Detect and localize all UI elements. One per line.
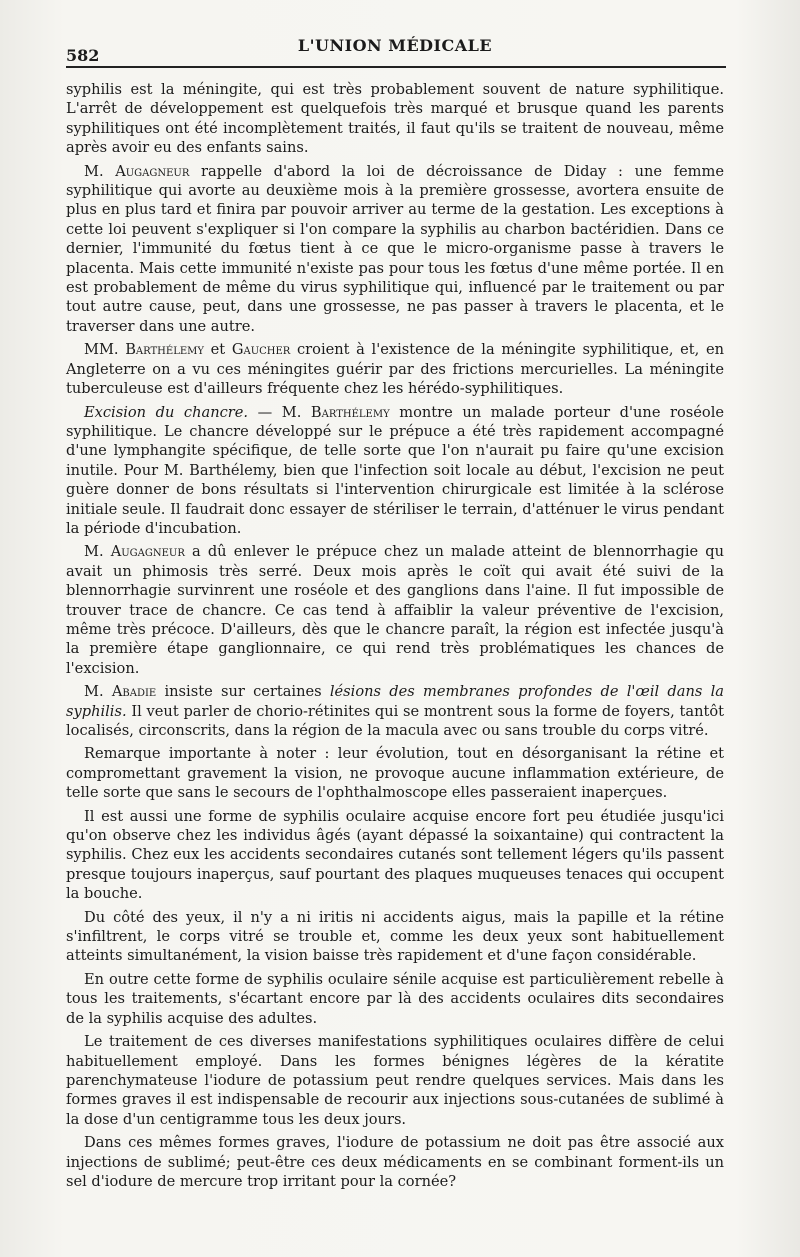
paragraph-8: Il est aussi une forme de syphilis oculaire acquise encore fort peu étudiée jusqu'ici qu'on observe chez les individus âgés (ayant dépassé la soixantaine) qui contractent la syphilis. Chez eux les accidents secondaires cutanés sont tellement légers qu'ils passent presque toujours inaperçus, sauf pourtant des plaques muqueuses tenaces qui occupent la bouche. bbox=[66, 807, 724, 903]
author-name: Barthélemy bbox=[125, 341, 204, 359]
author-name: Augagneur bbox=[115, 162, 190, 180]
paragraph-2: M. Augagneur rappelle d'abord la loi de décroissance de Diday : une femme syphilitique qui avorte au deuxième mois à la première grossesse, avortera ensuite de plus en plus tard et finira par pouvoir arriver au terme de la gestation. Les exceptions à cette loi peuvent s'expliquer si l'on compare la syphilis au charbon bactéridien. Dans ce dernier, l'immunité du fœtus tient à ce que le micro-organisme passe à travers le placenta. Mais cette immunité n'existe pas pour tous les fœtus d'une même portée. Il en est probablement de même du virus syphilitique qui, influencé par le traitement ou par tout autre cause, peut, dans une grossesse, ne pas passer à travers le placenta, et le traverser dans une autre. bbox=[66, 162, 724, 335]
paragraph-4: Excision du chancre. — M. Barthélemy montre un malade porteur d'une roséole syphilitique. Le chancre développé sur le prépuce a été très rapidement accompagné d'une lymphangite spécifique, de telle sorte que l'on n'aurait pu faire qu'une excision inutile. Pour M. Barthélemy, bien que l'infection soit locale au début, l'excision ne peut guère donner de bons résultats si l'intervention chirurgicale est limitée à la sclérose initiale seule. Il faudrait donc essayer de stériliser le terrain, d'atténuer le virus pendant la période d'incubation. bbox=[66, 403, 724, 537]
section-title: Excision du chancre. bbox=[84, 403, 249, 421]
page-number: 582 bbox=[66, 46, 100, 65]
paragraph-10: En outre cette forme de syphilis oculaire sénile acquise est particulièrement rebelle à tous les traitements, s'écartant encore par là des accidents oculaires dits secondaires de la syphilis acquise des adultes. bbox=[66, 970, 724, 1027]
author-name: Barthélemy bbox=[310, 403, 390, 421]
paragraph-7: Remarque importante à noter : leur évolution, tout en désorganisant la rétine et compromettant gravement la vision, ne provoque aucune inflammation extérieure, de telle sorte que sans le secours de l'ophthalmoscope elles passeraient inaperçues. bbox=[66, 745, 724, 802]
section-title: lésions des membranes profondes de l'œil dans la syphilis. bbox=[66, 683, 724, 720]
running-title: L'UNION MÉDICALE bbox=[297, 36, 493, 55]
paragraph-3: MM. Barthélemy et Gaucher croient à l'existence de la méningite syphilitique, et, en Angleterre on a vu ces méningites guérir par des frictions mercurielles. La méningite tuberculeuse est d'ailleurs fréquente chez les hérédo-syphilitiques. bbox=[66, 341, 724, 398]
author-name: Augagneur bbox=[110, 543, 185, 561]
paragraph-6: M. Abadie insiste sur certaines lésions des membranes profondes de l'œil dans la syphilis. Il veut parler de chorio-rétinites qui se montrent sous la forme de foyers, tantôt localisés, circonscrits, dans la région de la macula avec ou sans trouble du corps vitré. bbox=[66, 683, 724, 739]
paragraph-9: Du côté des yeux, il n'y a ni iritis ni accidents aigus, mais la papille et la rétine s'infiltrent, le corps vitré se trouble et, comme les deux yeux sont habituellement atteints simultanément, la vision baisse très rapidement et d'une façon considérable. bbox=[66, 908, 724, 965]
paragraph-12: Dans ces mêmes formes graves, l'iodure de potassium ne doit pas être associé aux injections de sublimé; peut-être ces deux médicaments en se combinant forment-ils un sel d'iodure de mercure trop irritant pour la cornée? bbox=[66, 1134, 724, 1190]
paragraph-5: M. Augagneur a dû enlever le prépuce chez un malade atteint de blennorrhagie qu avait un phimosis très serré. Deux mois après le coït qui avait été suivi de la blennorrhagie survinrent une roséole et des ganglions dans l'aine. Il fut impossible de trouver trace de chancre. Ce cas tend à affaiblir la valeur préventive de l'excision, même très précoce. D'ailleurs, dès que le chancre paraît, la région est infectée jusqu'à la première étape ganglionnaire, ce qui rend très problématiques les chances de l'excision. bbox=[66, 543, 724, 677]
author-name: Abadie bbox=[111, 683, 157, 701]
article-body bbox=[66, 80, 724, 1191]
header-rule bbox=[66, 66, 726, 68]
paragraph-11: Le traitement de ces diverses manifestations syphilitiques oculaires diffère de celui habituellement employé. Dans les formes bénignes légères de la kératite parenchymateuse l'iodure de potassium peut rendre quelques services. Mais dans les formes graves il est indispensable de recourir aux injections sous-cutanées de sublimé à la dose d'un centigramme tous les deux jours. bbox=[66, 1033, 724, 1128]
paragraph-1: syphilis est la méningite, qui est très probablement souvent de nature syphilitique. L'arrêt de développement est quelquefois très marqué et brusque quand les parents syphilitiques ont été incomplètement traités, il faut qu'ils se traitent de nouveau, même après avoir eu des enfants sains. bbox=[66, 81, 724, 157]
page-header bbox=[66, 30, 724, 64]
author-name: Gaucher bbox=[231, 341, 291, 359]
